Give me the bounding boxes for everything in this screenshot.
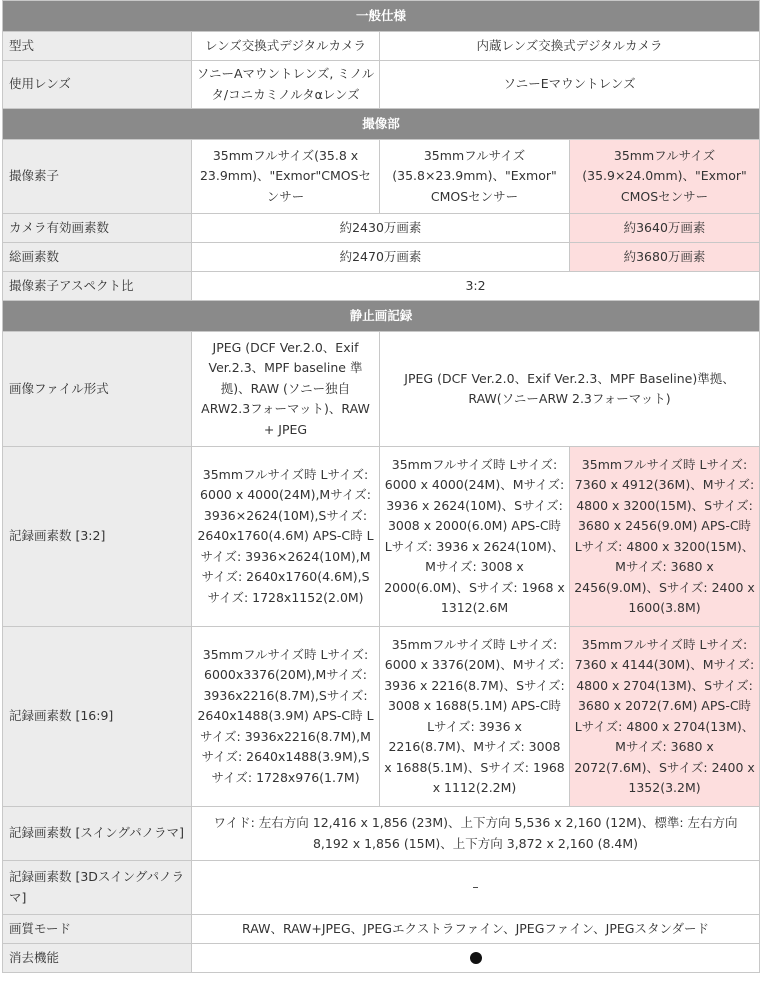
section-title: 一般仕様 [3, 1, 760, 32]
section-header-general [3, 1, 760, 32]
section-header-sensor [3, 109, 760, 140]
row-label: 撮像素子アスペクト比 [3, 272, 192, 301]
row-rec-3-2 [3, 447, 760, 627]
row-label: 記録画素数 [3Dスイングパノラマ] [3, 861, 192, 915]
section-title: 撮像部 [3, 109, 760, 140]
cell-model-1: 35mmフルサイズ(35.8 x 23.9mm)、"Exmor"CMOSセンサー [192, 140, 380, 214]
row-effective-pixels [3, 214, 760, 243]
row-label: 使用レンズ [3, 61, 192, 109]
cell-all-models: ワイド: 左右方向 12,416 x 1,856 (23M)、上下方向 5,536 x 2,160 (12M)、標準: 左右方向 8,192 x 1,856 (15M)、上下方向 3,872 x 2,160 (8.4M) [192, 807, 760, 861]
cell-model-2-3: 内蔵レンズ交換式デジタルカメラ [380, 32, 760, 61]
cell-model-3: 35mmフルサイズ時 Lサイズ: 7360 x 4912(36M)、Mサイズ: 4800 x 3200(15M)、Sサイズ: 3680 x 2456(9.0M) APS-C時 Lサイズ: 4800 x 3200(15M)、Mサイズ: 3680 x 2456(9.0M)、Sサイズ: 2400 x 1600(3.8M) [570, 447, 760, 627]
cell-model-1: 35mmフルサイズ時 Lサイズ: 6000 x 4000(24M),Mサイズ: 3936×2624(10M),Sサイズ: 2640x1760(4.6M) APS-C時 Lサイズ: 3936×2624(10M),Mサイズ: 2640x1760(4.6M),Sサイズ: 1728x1152(2.0M) [192, 447, 380, 627]
cell-model-2: 35mmフルサイズ時 Lサイズ: 6000 x 3376(20M)、Mサイズ: 3936 x 2216(8.7M)、Sサイズ: 3008 x 1688(5.1M) APS-C時 Lサイズ: 3936 x 2216(8.7M)、Mサイズ: 3008 x 1688(5.1M)、Sサイズ: 1968 x 1112(2.2M) [380, 627, 570, 807]
row-sweep-panorama [3, 807, 760, 861]
cell-model-1: レンズ交換式デジタルカメラ [192, 32, 380, 61]
row-rec-16-9 [3, 627, 760, 807]
row-label: 画質モード [3, 915, 192, 944]
row-label: 型式 [3, 32, 192, 61]
row-file-format [3, 332, 760, 447]
cell-all-models: – [192, 861, 760, 915]
cell-model-1-2: 約2470万画素 [192, 243, 570, 272]
cell-model-3: 約3640万画素 [570, 214, 760, 243]
row-label: 記録画素数 [スイングパノラマ] [3, 807, 192, 861]
cell-all-models: 3:2 [192, 272, 760, 301]
row-lens [3, 61, 760, 109]
section-header-still [3, 301, 760, 332]
row-label: 消去機能 [3, 944, 192, 973]
row-label: 画像ファイル形式 [3, 332, 192, 447]
row-delete [3, 944, 760, 973]
cell-all-models: RAW、RAW+JPEG、JPEGエクストラファイン、JPEGファイン、JPEGスタンダード [192, 915, 760, 944]
row-quality-mode [3, 915, 760, 944]
cell-model-2-3: JPEG (DCF Ver.2.0、Exif Ver.2.3、MPF Baseline)準拠、RAW(ソニーARW 2.3フォーマット) [380, 332, 760, 447]
row-type [3, 32, 760, 61]
filled-circle-icon [470, 952, 482, 964]
cell-model-1-2: 約2430万画素 [192, 214, 570, 243]
row-sensor-type [3, 140, 760, 214]
cell-model-2: 35mmフルサイズ (35.8×23.9mm)、"Exmor" CMOSセンサー [380, 140, 570, 214]
row-label: 撮像素子 [3, 140, 192, 214]
cell-model-1: JPEG (DCF Ver.2.0、Exif Ver.2.3、MPF baseline 準拠)、RAW (ソニー独自 ARW2.3フォーマット)、RAW + JPEG [192, 332, 380, 447]
cell-model-1: 35mmフルサイズ時 Lサイズ: 6000x3376(20M),Mサイズ: 3936x2216(8.7M),Sサイズ: 2640x1488(3.9M) APS-C時 Lサイズ: 3936x2216(8.7M),Mサイズ: 2640x1488(3.9M),Sサイズ: 1728x976(1.7M) [192, 627, 380, 807]
section-title: 静止画記録 [3, 301, 760, 332]
row-aspect [3, 272, 760, 301]
cell-model-2: 35mmフルサイズ時 Lサイズ: 6000 x 4000(24M)、Mサイズ: 3936 x 2624(10M)、Sサイズ: 3008 x 2000(6.0M) APS-C時 Lサイズ: 3936 x 2624(10M)、Mサイズ: 3008 x 2000(6.0M)、Sサイズ: 1968 x 1312(2.6M [380, 447, 570, 627]
cell-model-3: 35mmフルサイズ (35.9×24.0mm)、"Exmor" CMOSセンサー [570, 140, 760, 214]
row-total-pixels [3, 243, 760, 272]
cell-model-1: ソニーAマウントレンズ, ミノルタ/コニカミノルタαレンズ [192, 61, 380, 109]
cell-model-3: 約3680万画素 [570, 243, 760, 272]
row-label: 総画素数 [3, 243, 192, 272]
row-label: 記録画素数 [3:2] [3, 447, 192, 627]
cell-model-3: 35mmフルサイズ時 Lサイズ: 7360 x 4144(30M)、Mサイズ: 4800 x 2704(13M)、Sサイズ: 3680 x 2072(7.6M) APS-C時 Lサイズ: 4800 x 2704(13M)、Mサイズ: 3680 x 2072(7.6M)、Sサイズ: 2400 x 1352(3.2M) [570, 627, 760, 807]
spec-table [2, 0, 760, 973]
row-3d-sweep-panorama [3, 861, 760, 915]
row-label: 記録画素数 [16:9] [3, 627, 192, 807]
cell-all-models [192, 944, 760, 973]
row-label: カメラ有効画素数 [3, 214, 192, 243]
cell-model-2-3: ソニーEマウントレンズ [380, 61, 760, 109]
